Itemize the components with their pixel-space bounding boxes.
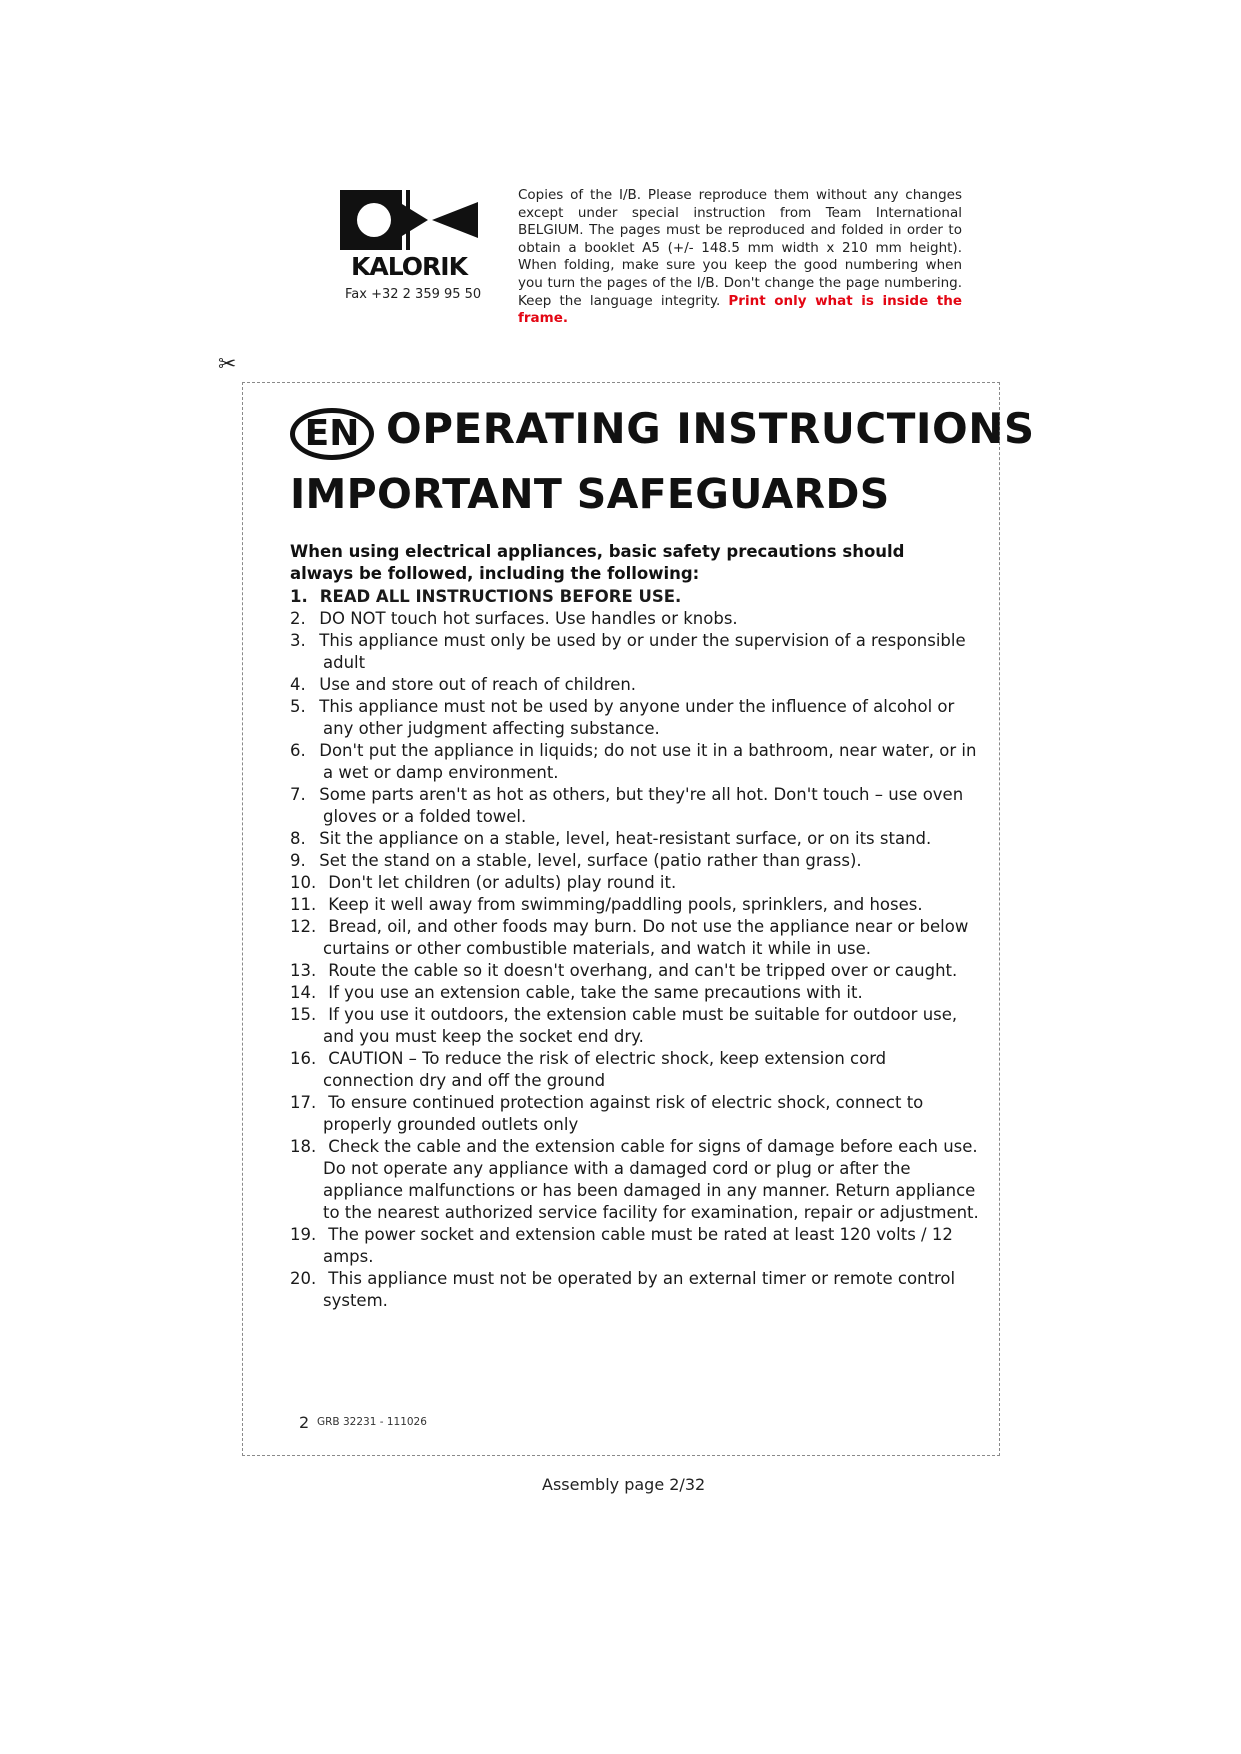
list-item-number: 15. [290,1005,317,1024]
page-title: OPERATING INSTRUCTIONS [386,404,1035,453]
print-notice [518,187,962,328]
list-item [290,872,980,894]
document-code: GRB 32231 - 111026 [317,1416,427,1428]
list-item-text: To ensure continued protection against risk of electric shock, connect to properly grounded outlets only [323,1093,924,1134]
safeguard-list [290,586,980,1312]
list-item-number: 10. [290,873,317,892]
list-item-number: 16. [290,1049,317,1068]
list-item-number: 1. [290,587,308,606]
list-item-number: 4. [290,675,306,694]
list-item [290,828,980,850]
list-item [290,1224,980,1268]
list-item-number: 14. [290,983,317,1002]
list-item [290,1004,980,1048]
fax-number: Fax +32 2 359 95 50 [345,287,482,302]
list-item [290,1268,980,1312]
list-item-text: Don't put the appliance in liquids; do not use it in a bathroom, near water, or in a wet or damp environment. [319,741,977,782]
list-item-number: 2. [290,609,306,628]
list-item [290,850,980,872]
language-badge: EN [290,408,374,460]
list-item-number: 17. [290,1093,317,1112]
list-item-text: If you use it outdoors, the extension cable must be suitable for outdoor use, and you must keep the socket end dry. [323,1005,958,1046]
list-item [290,784,980,828]
list-item [290,982,980,1004]
list-item-number: 8. [290,829,306,848]
section-title: IMPORTANT SAFEGUARDS [290,470,890,518]
list-item-number: 3. [290,631,306,650]
list-item [290,1048,980,1092]
brand-name: KALORIK [351,252,467,281]
list-item [290,674,980,696]
list-item-text: This appliance must not be operated by an external timer or remote control system. [323,1269,956,1310]
list-item-number: 19. [290,1225,317,1244]
intro-text: When using electrical appliances, basic safety precautions should always be followed, including the following: [290,542,905,583]
list-item [290,1136,980,1224]
list-item-text: The power socket and extension cable must be rated at least 120 volts / 12 amps. [323,1225,953,1266]
list-item-text: This appliance must only be used by or under the supervision of a responsible adult [319,631,966,672]
list-item-text: If you use an extension cable, take the same precautions with it. [328,983,863,1002]
list-item [290,894,980,916]
list-item [290,586,980,608]
list-item-number: 20. [290,1269,317,1288]
list-item-text: Don't let children (or adults) play round it. [328,873,677,892]
list-item-text: CAUTION – To reduce the risk of electric shock, keep extension cord connection dry and off the ground [323,1049,887,1090]
list-item-text: Route the cable so it doesn't overhang, and can't be tripped over or caught. [328,961,958,980]
list-item-text: READ ALL INSTRUCTIONS BEFORE USE. [319,587,682,606]
notice-highlight: Print only what is inside the frame. [518,292,963,327]
list-item-number: 13. [290,961,317,980]
list-item [290,608,980,630]
list-item-number: 7. [290,785,306,804]
list-item-text: Bread, oil, and other foods may burn. Do not use the appliance near or below curtains or other combustible materials, and watch it while in use. [323,917,969,958]
list-item [290,1092,980,1136]
list-item-text: Use and store out of reach of children. [319,675,637,694]
list-item [290,740,980,784]
assembly-page: Assembly page 2/32 [542,1475,706,1494]
list-item-text: Sit the appliance on a stable, level, heat-resistant surface, or on its stand. [319,829,932,848]
list-item-text: Check the cable and the extension cable for signs of damage before each use. Do not operate any appliance with a damaged cord or plug or after the appliance malfunctions or has been damaged in any manner. Return appliance to the nearest authorized service facility for examination, repair or adjustment. [323,1137,979,1222]
list-item [290,630,980,674]
list-item-number: 6. [290,741,306,760]
notice-text: Copies of the I/B. Please reproduce them without any changes except under special instruction from Team International BELGIUM. The pages must be reproduced and folded in order to obtain a booklet A5 (+/- 148.5 mm width x 210 mm height). When folding, make sure you keep the good numbering when you turn the pages of the I/B. Don't change the page numbering. Keep the language integrity. [518,187,962,309]
list-item-text: This appliance must not be used by anyone under the influence of alcohol or any other judgment affecting substance. [319,697,955,738]
kalorik-k-mark [340,190,478,252]
list-item-text: DO NOT touch hot surfaces. Use handles or knobs. [319,609,738,628]
list-item [290,916,980,960]
list-item-number: 9. [290,851,306,870]
list-item-number: 5. [290,697,306,716]
list-item-text: Some parts aren't as hot as others, but they're all hot. Don't touch – use oven gloves or a folded towel. [319,785,964,826]
kalorik-logo [340,190,478,280]
page-number: 2 [299,1413,310,1432]
list-item [290,960,980,982]
list-item-number: 18. [290,1137,317,1156]
list-item-number: 11. [290,895,317,914]
list-item-text: Keep it well away from swimming/paddling pools, sprinklers, and hoses. [328,895,923,914]
scissors-icon: ✂ [218,352,237,377]
list-item-text: Set the stand on a stable, level, surface (patio rather than grass). [319,851,862,870]
list-item [290,696,980,740]
list-item-number: 12. [290,917,317,936]
